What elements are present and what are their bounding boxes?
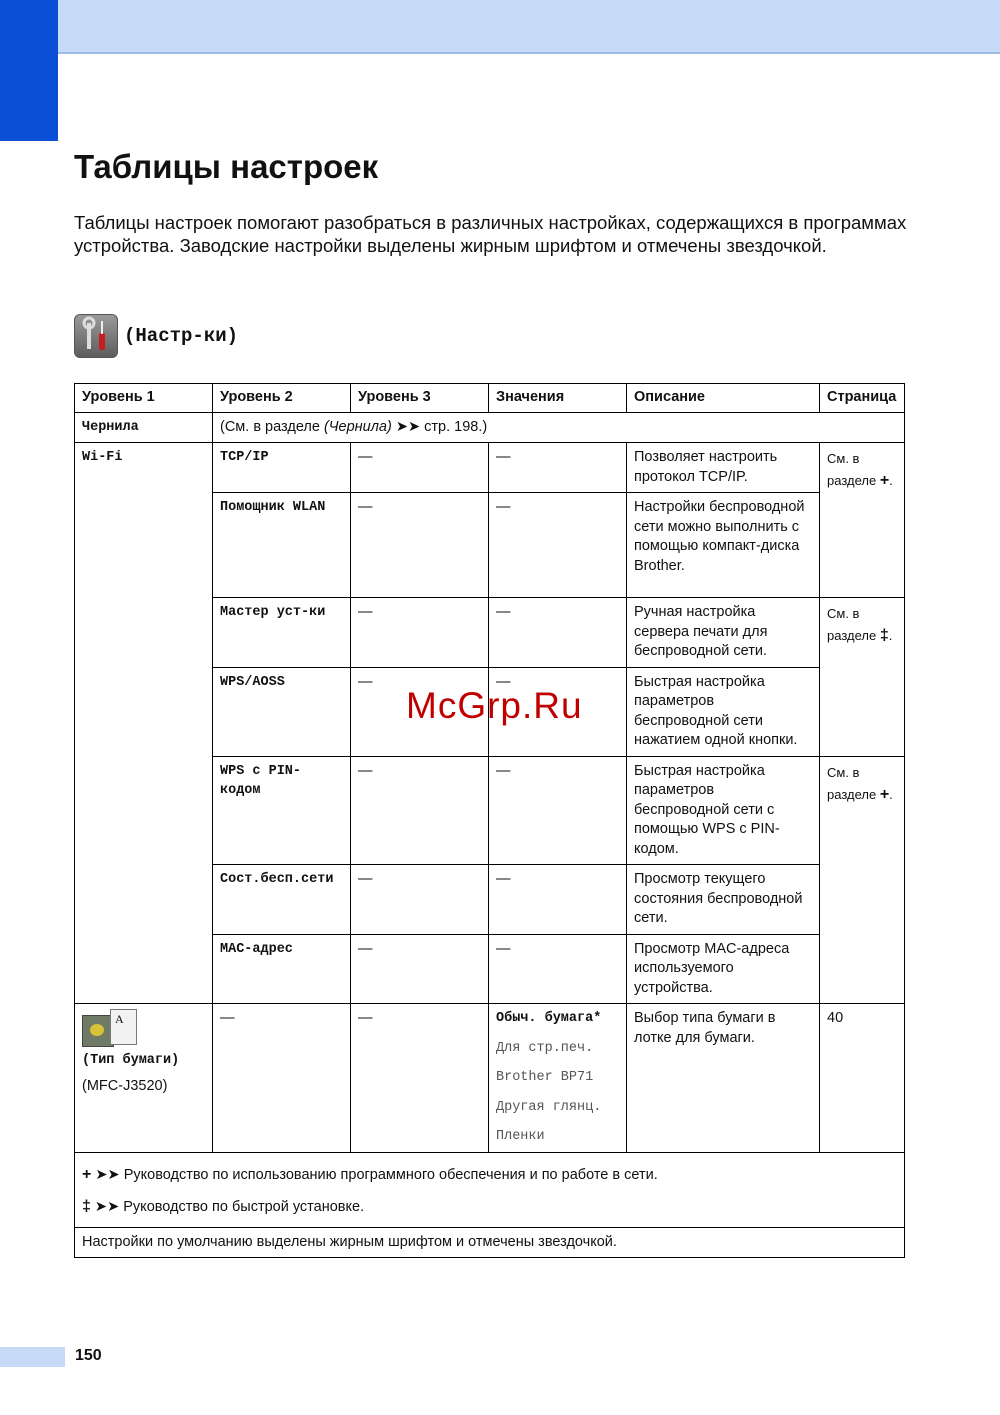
- settings-table: [74, 383, 905, 1258]
- note-text: ➤➤ Руководство по быстрой установке.: [90, 1198, 365, 1215]
- level3-dash: —: [351, 667, 489, 756]
- values-dash: —: [489, 667, 627, 756]
- table-header-row: [75, 384, 905, 413]
- note-symbol: ‡: [82, 1197, 91, 1215]
- paper-level1: [75, 1004, 213, 1153]
- page-ref-symbol: ‡: [879, 627, 889, 644]
- default-note: Настройки по умолчанию выделены жирным шрифтом и отмечены звездочкой.: [75, 1227, 905, 1258]
- wifi-level2: TCP/IP: [213, 443, 351, 493]
- intro-paragraph: Таблицы настроек помогают разобраться в различных настройках, содержащихся в программах устройства. Заводские настройки выделены жирным шрифтом и отмечены звездочкой.: [74, 212, 907, 256]
- header-values: Значения: [489, 384, 627, 413]
- wifi-description: Ручная настройка сервера печати для беспроводной сети.: [627, 598, 820, 668]
- ink-ref-prefix: (См. в разделе: [220, 418, 324, 435]
- values-dash: —: [489, 598, 627, 668]
- table-notes-row: [75, 1152, 905, 1227]
- wifi-description: Быстрая настройка параметров беспроводной сети с помощью WPS с PIN-кодом.: [627, 756, 820, 865]
- wifi-description: Быстрая настройка параметров беспроводной сети нажатием одной кнопки.: [627, 667, 820, 756]
- page-title: Таблицы настроек: [74, 148, 379, 185]
- page-ref: См. в разделе ‡.: [820, 598, 905, 757]
- values-dash: —: [489, 443, 627, 493]
- table-row-paper-type: [75, 1004, 905, 1153]
- values-dash: —: [489, 934, 627, 1004]
- note-text: ➤➤ Руководство по использованию программного обеспечения и по работе в сети.: [91, 1166, 658, 1183]
- level3-dash: —: [351, 443, 489, 493]
- header-page: Страница: [820, 384, 905, 413]
- level3-dash: —: [351, 934, 489, 1004]
- wifi-level2: Помощник WLAN: [213, 493, 351, 598]
- page-number: 150: [75, 1347, 102, 1364]
- paper-values: [489, 1004, 627, 1153]
- paper-value: Пленки: [496, 1129, 545, 1144]
- wifi-level2: Сост.бесп.сети: [213, 865, 351, 935]
- page-ref-text: См. в разделе: [827, 451, 877, 488]
- wifi-level2: WPS с PIN-кодом: [213, 756, 351, 865]
- note-symbol: +: [82, 1165, 92, 1183]
- paper-description: Выбор типа бумаги в лотке для бумаги.: [627, 1004, 820, 1153]
- section-heading: [74, 315, 238, 357]
- header-level1: Уровень 1: [75, 384, 213, 413]
- wifi-level1: Wi-Fi: [75, 443, 213, 1004]
- footer-bar: [0, 1347, 65, 1367]
- wifi-description: Настройки беспроводной сети можно выполнить с помощью компакт-диска Brother.: [627, 493, 820, 598]
- wifi-level2: Мастер уст-ки: [213, 598, 351, 668]
- paper-value-default: Обыч. бумага*: [496, 1011, 602, 1026]
- wifi-description: Позволяет настроить протокол TCP/IP.: [627, 443, 820, 493]
- level2-dash: —: [213, 1004, 351, 1153]
- level3-dash: —: [351, 1004, 489, 1153]
- table-row: [75, 443, 905, 493]
- header-level2: Уровень 2: [213, 384, 351, 413]
- values-dash: —: [489, 865, 627, 935]
- notes-cell: [75, 1152, 905, 1227]
- ink-ref-suffix: ➤➤ стр. 198.): [391, 418, 488, 435]
- values-dash: —: [489, 493, 627, 598]
- page-ref: См. в разделе +.: [820, 443, 905, 598]
- paper-value: Для стр.печ.: [496, 1040, 594, 1056]
- ink-level1: Чернила: [75, 412, 213, 443]
- header-rule: [0, 52, 1000, 54]
- wifi-description: Просмотр текущего состояния беспроводной сети.: [627, 865, 820, 935]
- note-software-guide: [82, 1159, 897, 1191]
- level3-dash: —: [351, 598, 489, 668]
- table-default-note-row: [75, 1227, 905, 1258]
- header-description: Описание: [627, 384, 820, 413]
- level3-dash: —: [351, 493, 489, 598]
- values-dash: —: [489, 756, 627, 865]
- page-ref-text: См. в разделе: [827, 764, 877, 802]
- page-ref-text: См. в разделе: [827, 606, 877, 643]
- ink-ref-italic: (Чернила): [323, 418, 392, 435]
- paper-type-model: (MFC-J3520): [82, 1077, 168, 1094]
- paper-value: Brother BP71: [496, 1070, 594, 1085]
- header-level3: Уровень 3: [351, 384, 489, 413]
- tools-icon: [74, 314, 118, 358]
- section-title: (Настр-ки): [124, 325, 239, 347]
- note-quick-setup: [82, 1191, 897, 1223]
- paper-type-title: (Тип бумаги): [82, 1053, 180, 1068]
- chapter-tab: [0, 0, 58, 141]
- wifi-level2: WPS/AOSS: [213, 667, 351, 756]
- table-row-ink: [75, 412, 905, 443]
- wifi-level2: MAC-адрес: [213, 934, 351, 1004]
- document-icon: A: [110, 1009, 137, 1045]
- paper-value: Другая глянц.: [496, 1099, 602, 1115]
- page-ref: См. в разделе +.: [820, 756, 905, 1004]
- watermark: McGrp.Ru: [406, 685, 583, 726]
- paper-type-icon: [82, 1009, 139, 1047]
- level3-dash: —: [351, 865, 489, 935]
- level3-dash: —: [351, 756, 489, 865]
- ink-reference: [213, 412, 905, 443]
- paper-page: 40: [820, 1004, 905, 1153]
- page-ref-symbol: +: [879, 785, 890, 803]
- page-ref-symbol: +: [879, 472, 890, 489]
- wifi-description: Просмотр MAC-адреса используемого устройства.: [627, 934, 820, 1004]
- header-band: [0, 0, 1000, 52]
